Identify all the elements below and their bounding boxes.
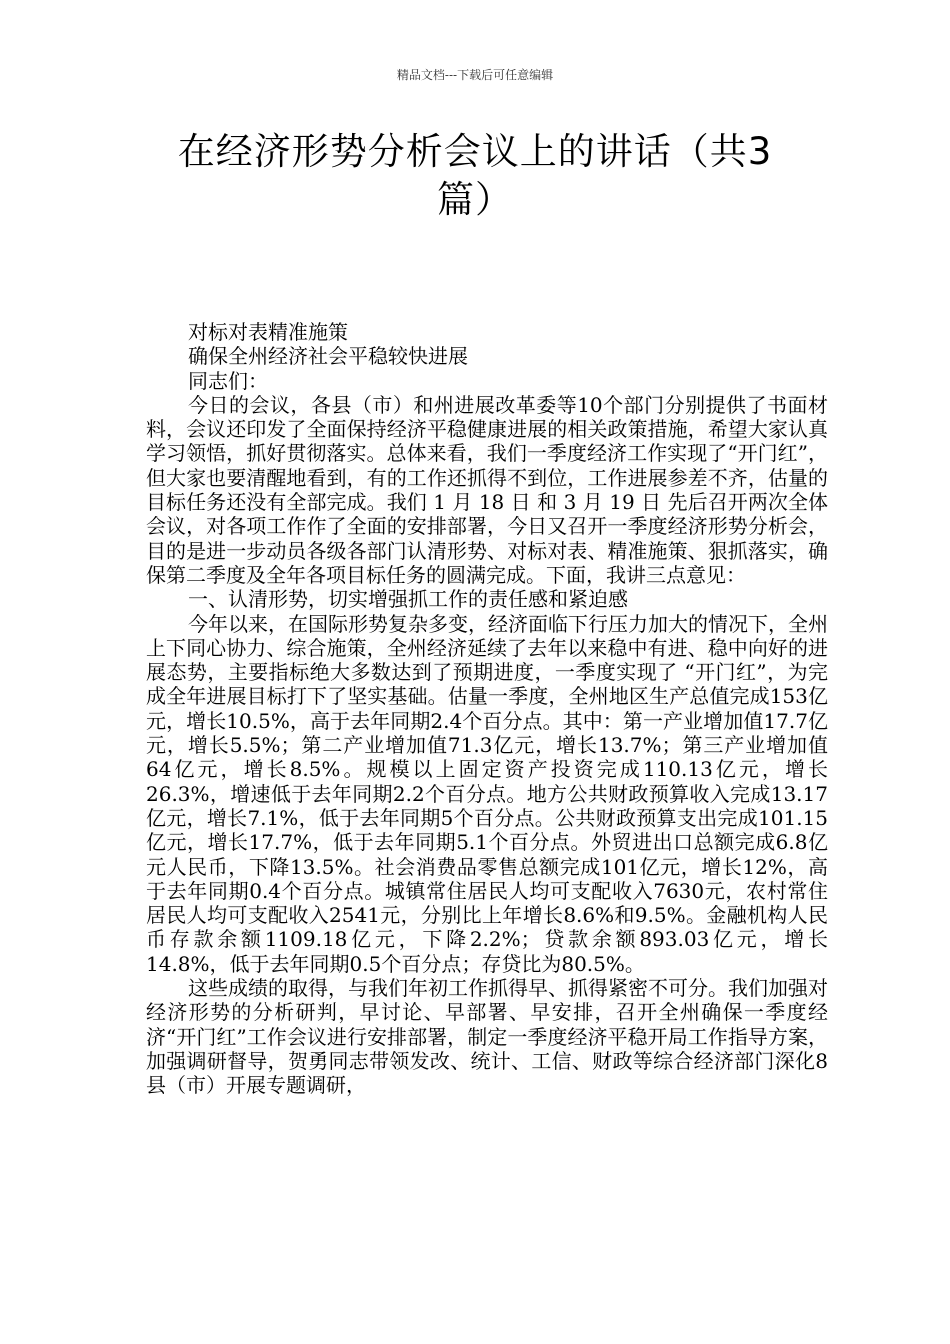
- body-paragraph: 今日的会议，各县（市）和州进展改革委等10个部门分别提供了书面材料，会议还印发了全面保持经济平稳健康进展的相关政策措施，希望大家认真学习领悟，抓好贯彻落实。总体来看，我们一季度经济工作实现了“开门红”，但大家也要清醒地看到，有的工作还抓得不到位，工作进展参差不齐，估量的目标任务还没有全部完成。我们 1 月 18 日 和 3 月 19 日 先后召开两次全体会议，对各项工作作了全面的安排部署，今日又召开一季度经济形势分析会，目的是进一步动员各级各部门认清形势、对标对表、精准施策、狠抓落实，确保第二季度及全年各项目标任务的圆满完成。下面，我讲三点意见：: [146, 392, 828, 587]
- subtitle-line-1: 对标对表精准施策: [188, 320, 348, 344]
- document-title: 在经济形势分析会议上的讲话（共3篇）: [177, 130, 773, 221]
- body-paragraph: 今年以来，在国际形势复杂多变，经济面临下行压力加大的情况下，全州上下同心协力、综合施策，全州经济延续了去年以来稳中有进、稳中向好的进展态势，主要指标绝大多数达到了预期进度，一季度实现了 “开门红”，为完成全年进展目标打下了坚实基础。估量一季度，全州地区生产总值完成153亿元，增长10.5%，高于去年同期2.4个百分点。其中：第一产业增加值17.7亿元，增长5.5%；第二产业增加值71.3亿元，增长13.7%；第三产业增加值64亿元，增长8.5%。规模以上固定资产投资完成110.13亿元，增长26.3%，增速低于去年同期2.2个百分点。地方公共财政预算收入完成13.17亿元，增长7.1%，低于去年同期5个百分点。公共财政预算支出完成101.15亿元，增长17.7%，低于去年同期5.1个百分点。外贸进出口总额完成6.8亿元人民币，下降13.5%。社会消费品零售总额完成101亿元，增长12%，高于去年同期0.4个百分点。城镇常住居民人均可支配收入7630元，农村常住居民人均可支配收入2541元，分别比上年增长8.6%和9.5%。金融机构人民币存款余额1109.18亿元，下降2.2%；贷款余额893.03亿元，增长14.8%，低于去年同期0.5个百分点；存贷比为80.5%。: [146, 611, 828, 976]
- subtitle-line-2: 确保全州经济社会平稳较快进展: [188, 344, 468, 369]
- section-heading: 一、认清形势，切实增强抓工作的责任感和紧迫感: [188, 587, 628, 612]
- body-paragraph: 这些成绩的取得，与我们年初工作抓得早、抓得紧密不可分。我们加强对经济形势的分析研判，早讨论、早部署、早安排，召开全州确保一季度经济“开门红”工作会议进行安排部署，制定一季度经济平稳开局工作指导方案，加强调研督导，贺勇同志带领发改、统计、工信、财政等综合经济部门深化8县（市）开展专题调研，: [146, 976, 828, 1098]
- salutation: 同志们：: [188, 368, 268, 393]
- header-note: 精品文档---下载后可任意编辑: [396, 68, 554, 82]
- document-body: [146, 320, 828, 1098]
